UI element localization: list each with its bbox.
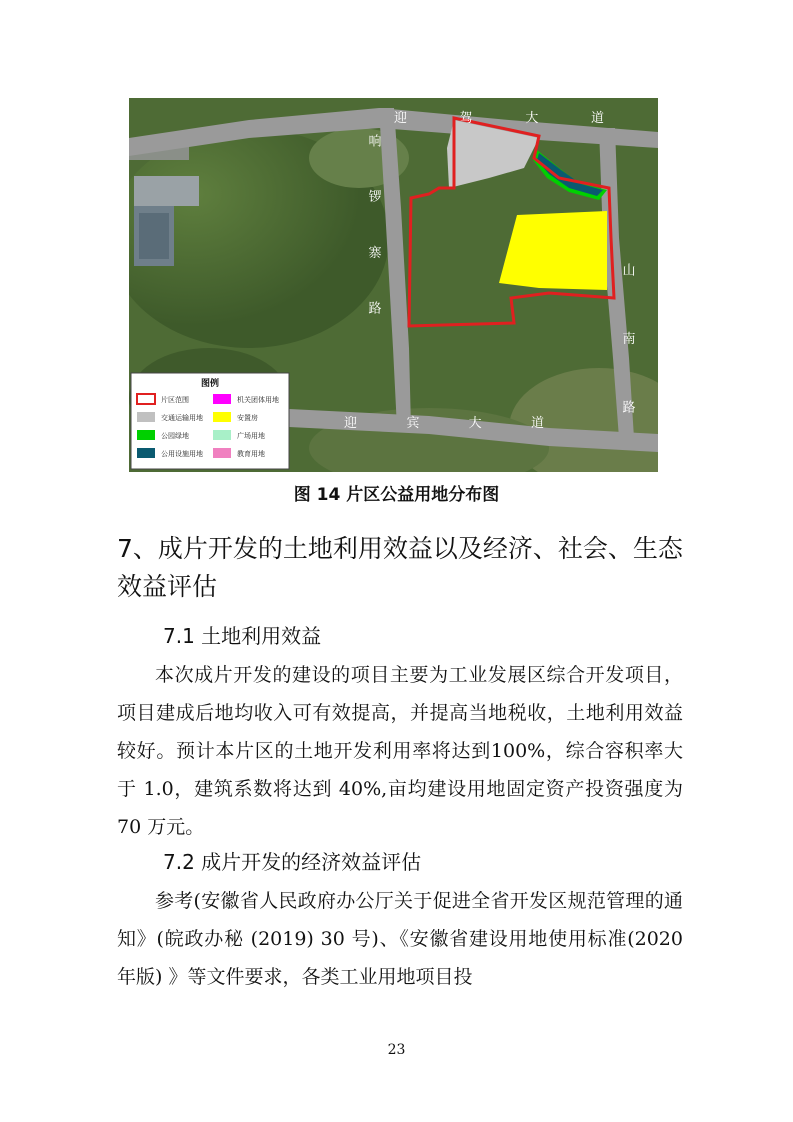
legend-label: 广场用地 bbox=[237, 432, 265, 440]
road-label-south: 迎 宾 大 道 bbox=[344, 416, 544, 431]
legend-swatch bbox=[137, 448, 155, 458]
legend-swatch bbox=[137, 412, 155, 422]
legend-label: 公园绿地 bbox=[161, 432, 189, 440]
subsection-title-7-2: 7.2 成片开发的经济效益评估 bbox=[163, 850, 422, 874]
legend-swatch bbox=[137, 430, 155, 440]
legend-swatch bbox=[213, 448, 231, 458]
resettlement-housing-zone bbox=[499, 211, 607, 290]
subsection-title-7-1: 7.1 土地利用效益 bbox=[163, 624, 322, 648]
section-title bbox=[117, 530, 687, 606]
subsection-body-7-2: 参考(安徽省人民政府办公厅关于促进全省开发区规范管理的通知》(皖政办秘 (2019) 30 号)、《安徽省建设用地使用标准(2020 年版) 》等文件要求，各类工业用地项目投 bbox=[117, 890, 683, 988]
legend-label: 教育用地 bbox=[237, 450, 265, 458]
legend-label: 安置房 bbox=[237, 414, 258, 422]
legend-swatch bbox=[213, 412, 231, 422]
building-block bbox=[134, 176, 199, 206]
land-use-map bbox=[129, 98, 658, 472]
page-number: 23 bbox=[387, 1042, 406, 1058]
legend-title: 图例 bbox=[200, 379, 220, 389]
legend-label: 片区范围 bbox=[161, 396, 189, 404]
legend-swatch bbox=[213, 430, 231, 440]
legend-label: 交通运输用地 bbox=[161, 414, 203, 422]
legend-label: 公用设施用地 bbox=[161, 450, 203, 458]
section-title-line2: 效益评估 bbox=[117, 572, 218, 601]
figure-caption: 图 14 片区公益用地分布图 bbox=[293, 485, 500, 505]
road-label-east: 山 南 路 bbox=[619, 263, 635, 413]
legend-label: 机关团体用地 bbox=[237, 396, 279, 404]
road-label-west: 响 锣 寨 路 bbox=[365, 134, 381, 314]
map-legend bbox=[131, 373, 289, 469]
section-title-line1: 7、成片开发的土地利用效益以及经济、社会、生态 bbox=[117, 534, 683, 563]
subsection-body-7-1: 本次成片开发的建设的项目主要为工业发展区综合开发项目，项目建成后地均收入可有效提高，并提高当地税收，土地利用效益较好。预计本片区的土地开发利用率将达到100%，综合容积率大于 1.0，建筑系数将达到 40%,亩均建设用地固定资产投资强度为 70 万元。 bbox=[117, 664, 683, 838]
legend-swatch bbox=[213, 394, 231, 404]
road-label-north: 迎 驾 大 道 bbox=[394, 111, 604, 126]
